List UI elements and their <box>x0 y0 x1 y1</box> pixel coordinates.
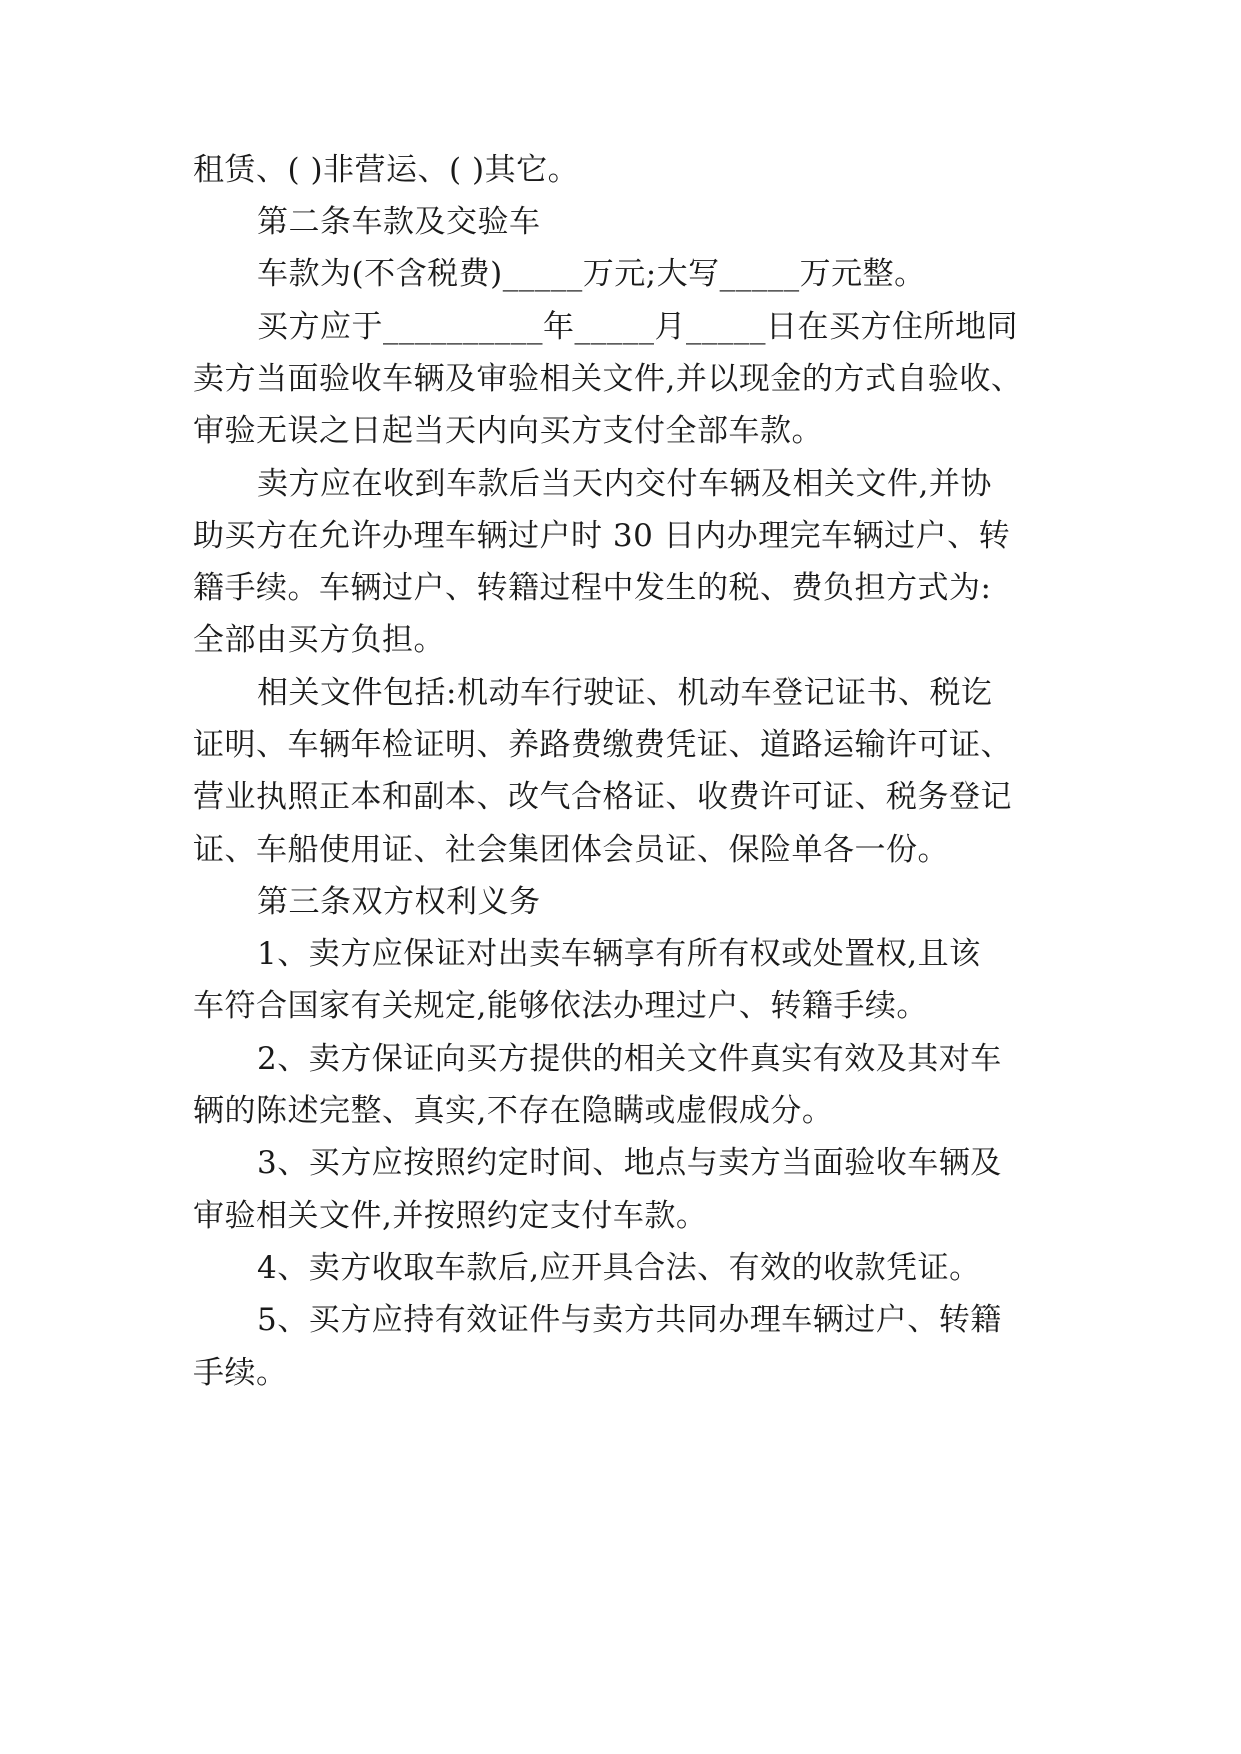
section-heading: 第三条双方权利义务 <box>257 884 541 920</box>
paragraph-line: 审验相关文件,并按照约定支付车款。 <box>193 1198 708 1234</box>
paragraph-line: 租赁、( )非营运、( )其它。 <box>193 152 580 188</box>
paragraph-line: 营业执照正本和副本、改气合格证、收费许可证、税务登记 <box>193 779 1012 815</box>
paragraph-line: 相关文件包括:机动车行驶证、机动车登记证书、税讫 <box>257 675 993 711</box>
paragraph-line: 证、车船使用证、社会集团体会员证、保险单各一份。 <box>193 832 949 868</box>
paragraph-line: 3、买方应按照约定时间、地点与卖方当面验收车辆及 <box>257 1145 1002 1181</box>
paragraph-line: 审验无误之日起当天内向买方支付全部车款。 <box>193 413 823 449</box>
paragraph-line: 助买方在允许办理车辆过户时 30 日内办理完车辆过户、转 <box>193 518 1011 554</box>
section-heading: 第二条车款及交验车 <box>257 204 541 240</box>
paragraph-line: 手续。 <box>193 1355 288 1391</box>
paragraph-line: 车符合国家有关规定,能够依法办理过户、转籍手续。 <box>193 988 928 1024</box>
paragraph-line: 4、卖方收取车款后,应开具合法、有效的收款凭证。 <box>257 1250 981 1286</box>
paragraph-line: 卖方当面验收车辆及审验相关文件,并以现金的方式自验收、 <box>193 361 1023 397</box>
paragraph-line: 2、卖方保证向买方提供的相关文件真实有效及其对车 <box>257 1041 1002 1077</box>
paragraph-line: 籍手续。车辆过户、转籍过程中发生的税、费负担方式为: <box>193 570 992 606</box>
paragraph-line: 证明、车辆年检证明、养路费缴费凭证、道路运输许可证、 <box>193 727 1012 763</box>
paragraph-line: 买方应于__________年_____月_____日在买方住所地同 <box>257 309 1018 345</box>
paragraph-line: 车款为(不含税费)_____万元;大写_____万元整。 <box>257 256 926 292</box>
paragraph-line: 全部由买方负担。 <box>193 622 445 658</box>
paragraph-line: 5、买方应持有效证件与卖方共同办理车辆过户、转籍 <box>257 1302 1002 1338</box>
paragraph-line: 卖方应在收到车款后当天内交付车辆及相关文件,并协 <box>257 466 992 502</box>
paragraph-line: 辆的陈述完整、真实,不存在隐瞒或虚假成分。 <box>193 1093 834 1129</box>
paragraph-line: 1、卖方应保证对出卖车辆享有所有权或处置权,且该 <box>257 936 981 972</box>
